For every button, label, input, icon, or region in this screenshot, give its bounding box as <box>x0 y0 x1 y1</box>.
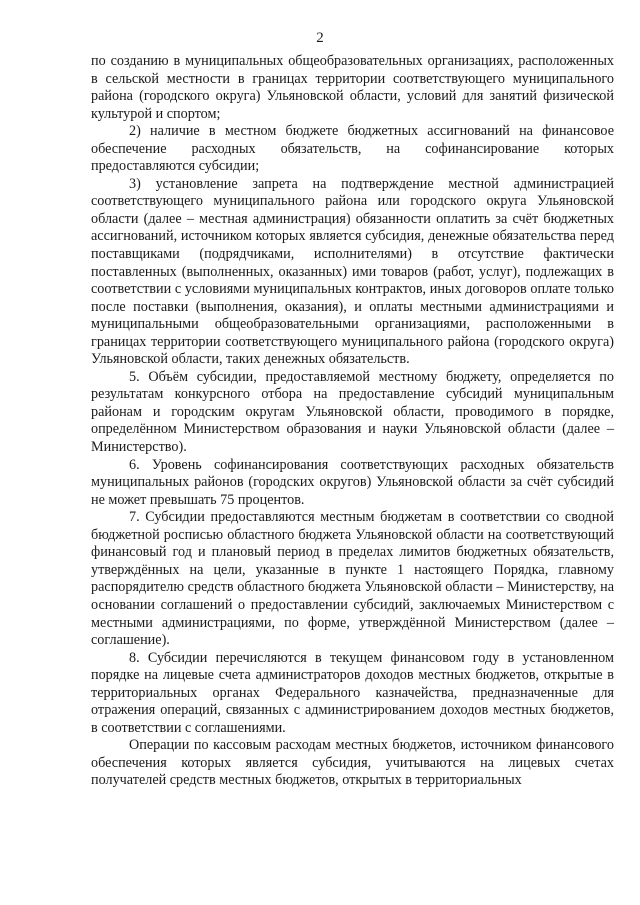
paragraph-cash-operations: Операции по кассовым расходам местных бюджетов, источником финансового обеспечения которых является субсидия, учитываются на лицевых счетах получателей средств местных бюджетов, открытых в территориальных <box>91 737 614 789</box>
page-number: 2 <box>316 30 324 46</box>
paragraph-clause-6: 6. Уровень софинансирования соответствующих расходных обязательств муниципальных районов (городских округов) Ульяновской области за счёт субсидий не может превышать 75 процентов. <box>91 456 614 508</box>
paragraph-continuation: по созданию в муниципальных общеобразовательных организациях, расположенных в сельской местности в границах территории соответствующего муниципального района (городского округа) Ульяновской области, условий для занятий физической культурой и спортом; <box>91 53 614 122</box>
document-body <box>91 53 614 790</box>
paragraph-clause-5: 5. Объём субсидии, предоставляемой местному бюджету, определяется по результатам конкурсного отбора на предоставление субсидий муниципальным районам и городским округам Ульяновской области, проводимого в порядке, определённом Министерством образования и науки Ульяновской области (далее – Министерство). <box>91 368 614 456</box>
paragraph-clause-7: 7. Субсидии предоставляются местным бюджетам в соответствии со сводной бюджетной росписью областного бюджета Ульяновской области на соответствующий финансовый год и плановый период в пределах лимитов бюджетных обязательств, утверждённых на цели, указанные в пункте 1 настоящего Порядка, главному распорядителю средств областного бюджета Ульяновской области – Министерству, на основании соглашений о предоставлении субсидий, заключаемых Министерством с местными администрациями, по форме, утверждённой Министерством (далее – соглашение). <box>91 509 614 649</box>
paragraph-item-3: 3) установление запрета на подтверждение местной администрацией соответствующего муниципального района или городского округа Ульяновской области (далее – местная администрация) обязанности оплатить за счёт бюджетных ассигнований, источником которых является субсидия, денежные обязательства перед поставщиками (подрядчиками, исполнителями) в отсутствие фактически поставленных (выполненных, оказанных) ими товаров (работ, услуг), подлежащих в соответствии с условиями муниципальных контрактов, иных договоров оплате только после поставки (выполнения, оказания), и оплаты местными администрациями и муниципальными общеобразовательными организациями, расположенными в границах территории соответствующего муниципального района (городского округа) Ульяновской области, таких денежных обязательств. <box>91 175 614 368</box>
paragraph-clause-8: 8. Субсидии перечисляются в текущем финансовом году в установленном порядке на лицевые счета администраторов доходов местных бюджетов, открытые в территориальных органах Федерального казначейства, предназначенные для отражения операций, связанных с администрированием доходов местных бюджетов, в соответствии с соглашениями. <box>91 649 614 736</box>
paragraph-item-2: 2) наличие в местном бюджете бюджетных ассигнований на финансовое обеспечение расходных обязательств, на софинансирование которых предоставляются субсидии; <box>91 123 614 175</box>
